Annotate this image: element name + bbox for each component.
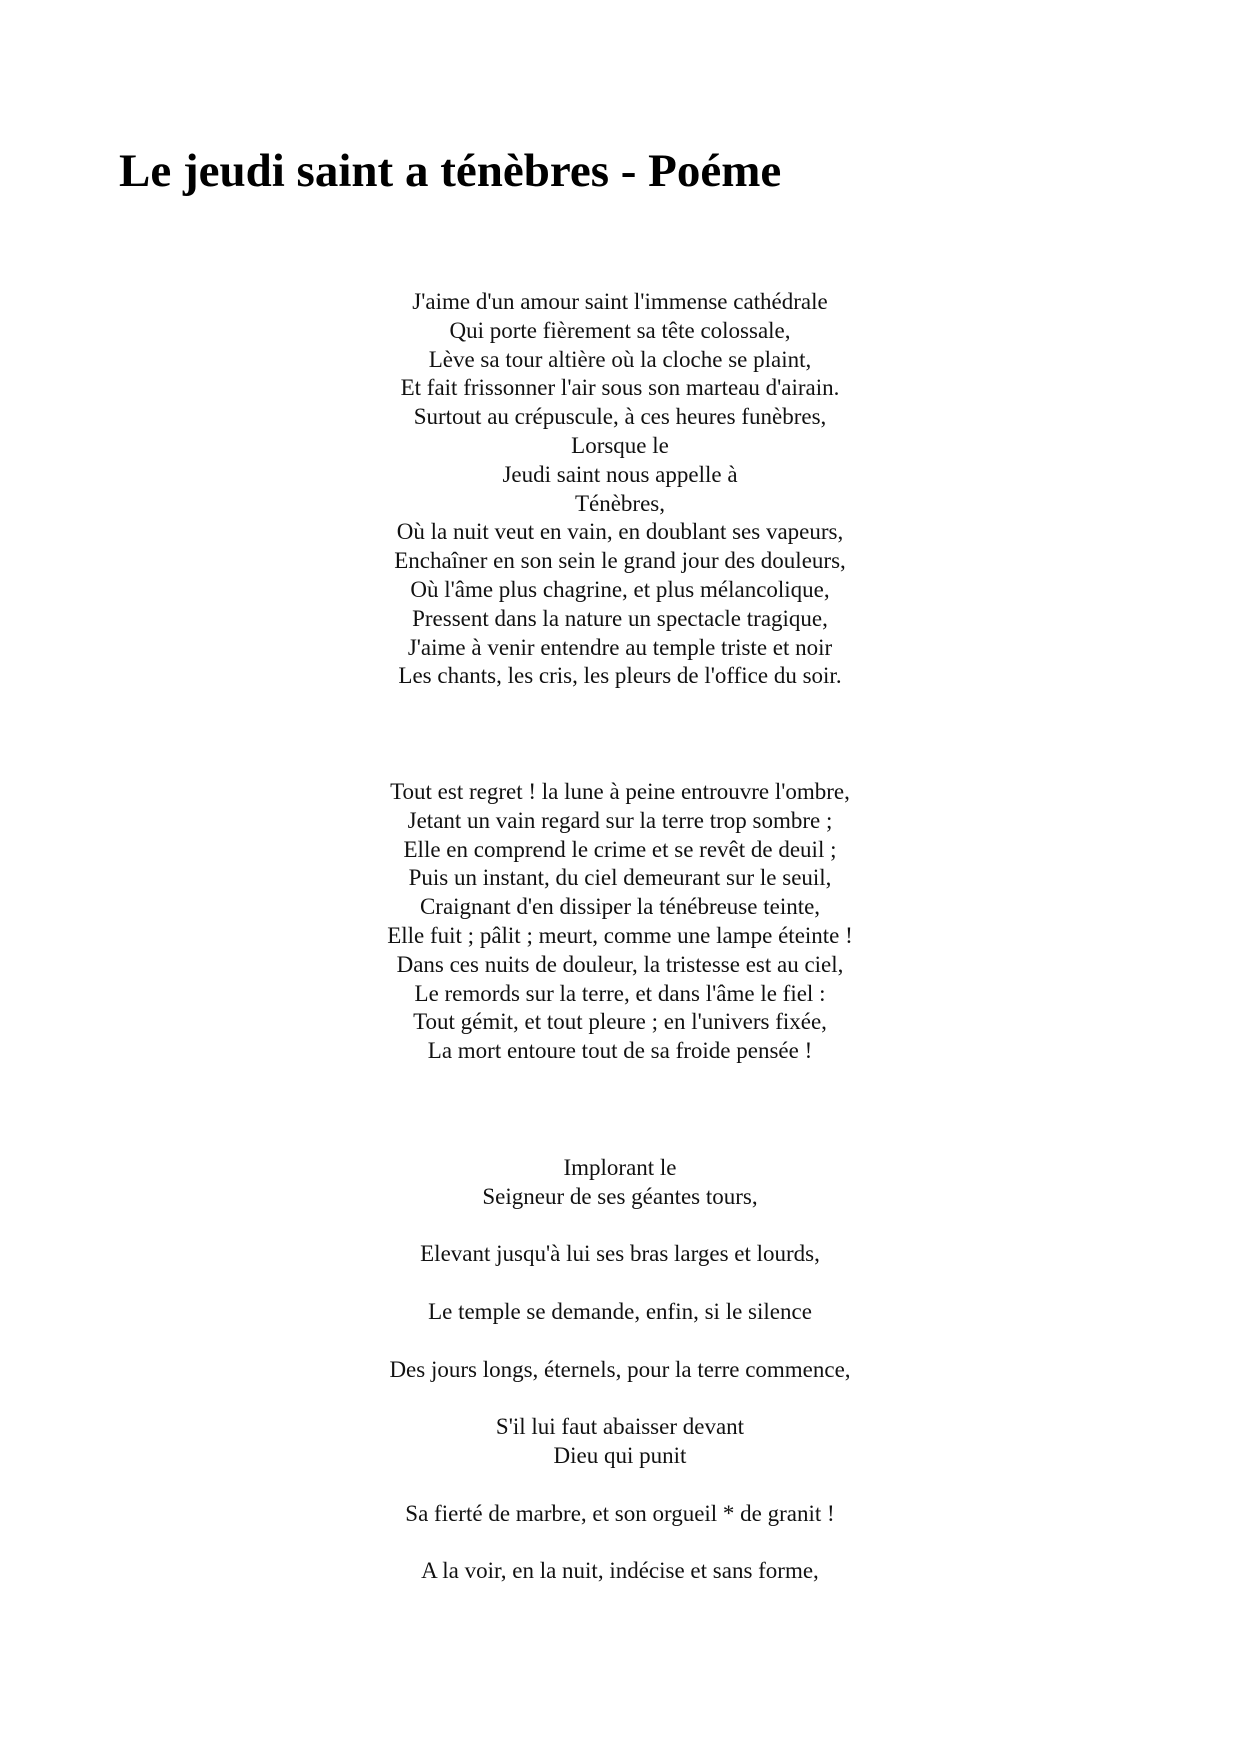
poem-line: J'aime d'un amour saint l'immense cathédrale — [412, 289, 828, 314]
poem-line: Jeudi saint nous appelle à — [502, 461, 738, 487]
poem-line: Les chants, les cris, les pleurs de l'office du soir. — [398, 663, 842, 689]
poem-line: Craignant d'en dissiper la ténébreuse teinte, — [419, 894, 821, 920]
page-title: Le jeudi saint a ténèbres - Poéme — [119, 145, 782, 197]
poem-line: Ténèbres, — [574, 490, 666, 516]
poem-line: Le remords sur la terre, et dans l'âme le fiel : — [414, 980, 826, 1006]
poem-line: S'il lui faut abaisser devant — [495, 1414, 745, 1440]
poem-line: Tout gémit, et tout pleure ; en l'univers fixée, — [413, 1009, 827, 1035]
poem-line: Dieu qui punit — [553, 1442, 687, 1468]
poem-line: Elle fuit ; pâlit ; meurt, comme une lampe éteinte ! — [387, 922, 853, 948]
poem-line: Lève sa tour altière où la cloche se plaint, — [428, 346, 812, 372]
poem-line: Où l'âme plus chagrine, et plus mélancolique, — [410, 576, 830, 602]
poem-line: Puis un instant, du ciel demeurant sur le seuil, — [408, 865, 832, 891]
poem-line: Implorant le — [563, 1155, 677, 1180]
poem-line: Qui porte fièrement sa tête colossale, — [449, 317, 791, 343]
poem-line: Enchaîner en son sein le grand jour des douleurs, — [394, 548, 846, 574]
poem-line: Dans ces nuits de douleur, la tristesse est au ciel, — [396, 951, 844, 977]
poem-line: Lorsque le — [571, 432, 669, 458]
stanza-3 — [0, 1154, 1240, 1586]
poem-line: J'aime à venir entendre au temple triste et noir — [407, 634, 833, 660]
stanza-2 — [0, 778, 1240, 1066]
poem-line: Seigneur de ses géantes tours, — [482, 1183, 758, 1209]
poem-line: Le temple se demande, enfin, si le silence — [428, 1298, 812, 1324]
poem-line: Pressent dans la nature un spectacle tragique, — [412, 605, 828, 631]
poem-line: A la voir, en la nuit, indécise et sans forme, — [421, 1558, 819, 1584]
poem-line: Jetant un vain regard sur la terre trop sombre ; — [407, 807, 833, 833]
poem-line: Tout est regret ! la lune à peine entrouvre l'ombre, — [390, 779, 850, 804]
poem-line: La mort entoure tout de sa froide pensée ! — [427, 1038, 813, 1064]
poem-line: Des jours longs, éternels, pour la terre commence, — [389, 1356, 851, 1382]
poem-line: Sa fierté de marbre, et son orgueil * de granit ! — [405, 1500, 835, 1526]
poem-line: Elle en comprend le crime et se revêt de deuil ; — [403, 836, 837, 862]
poem-line: Surtout au crépuscule, à ces heures funèbres, — [413, 404, 827, 430]
poem-line: Et fait frissonner l'air sous son marteau d'airain. — [400, 375, 840, 401]
stanza-1 — [0, 288, 1240, 691]
poem-line: Elevant jusqu'à lui ses bras larges et lourds, — [420, 1241, 820, 1267]
poem-line: Où la nuit veut en vain, en doublant ses vapeurs, — [396, 519, 844, 545]
